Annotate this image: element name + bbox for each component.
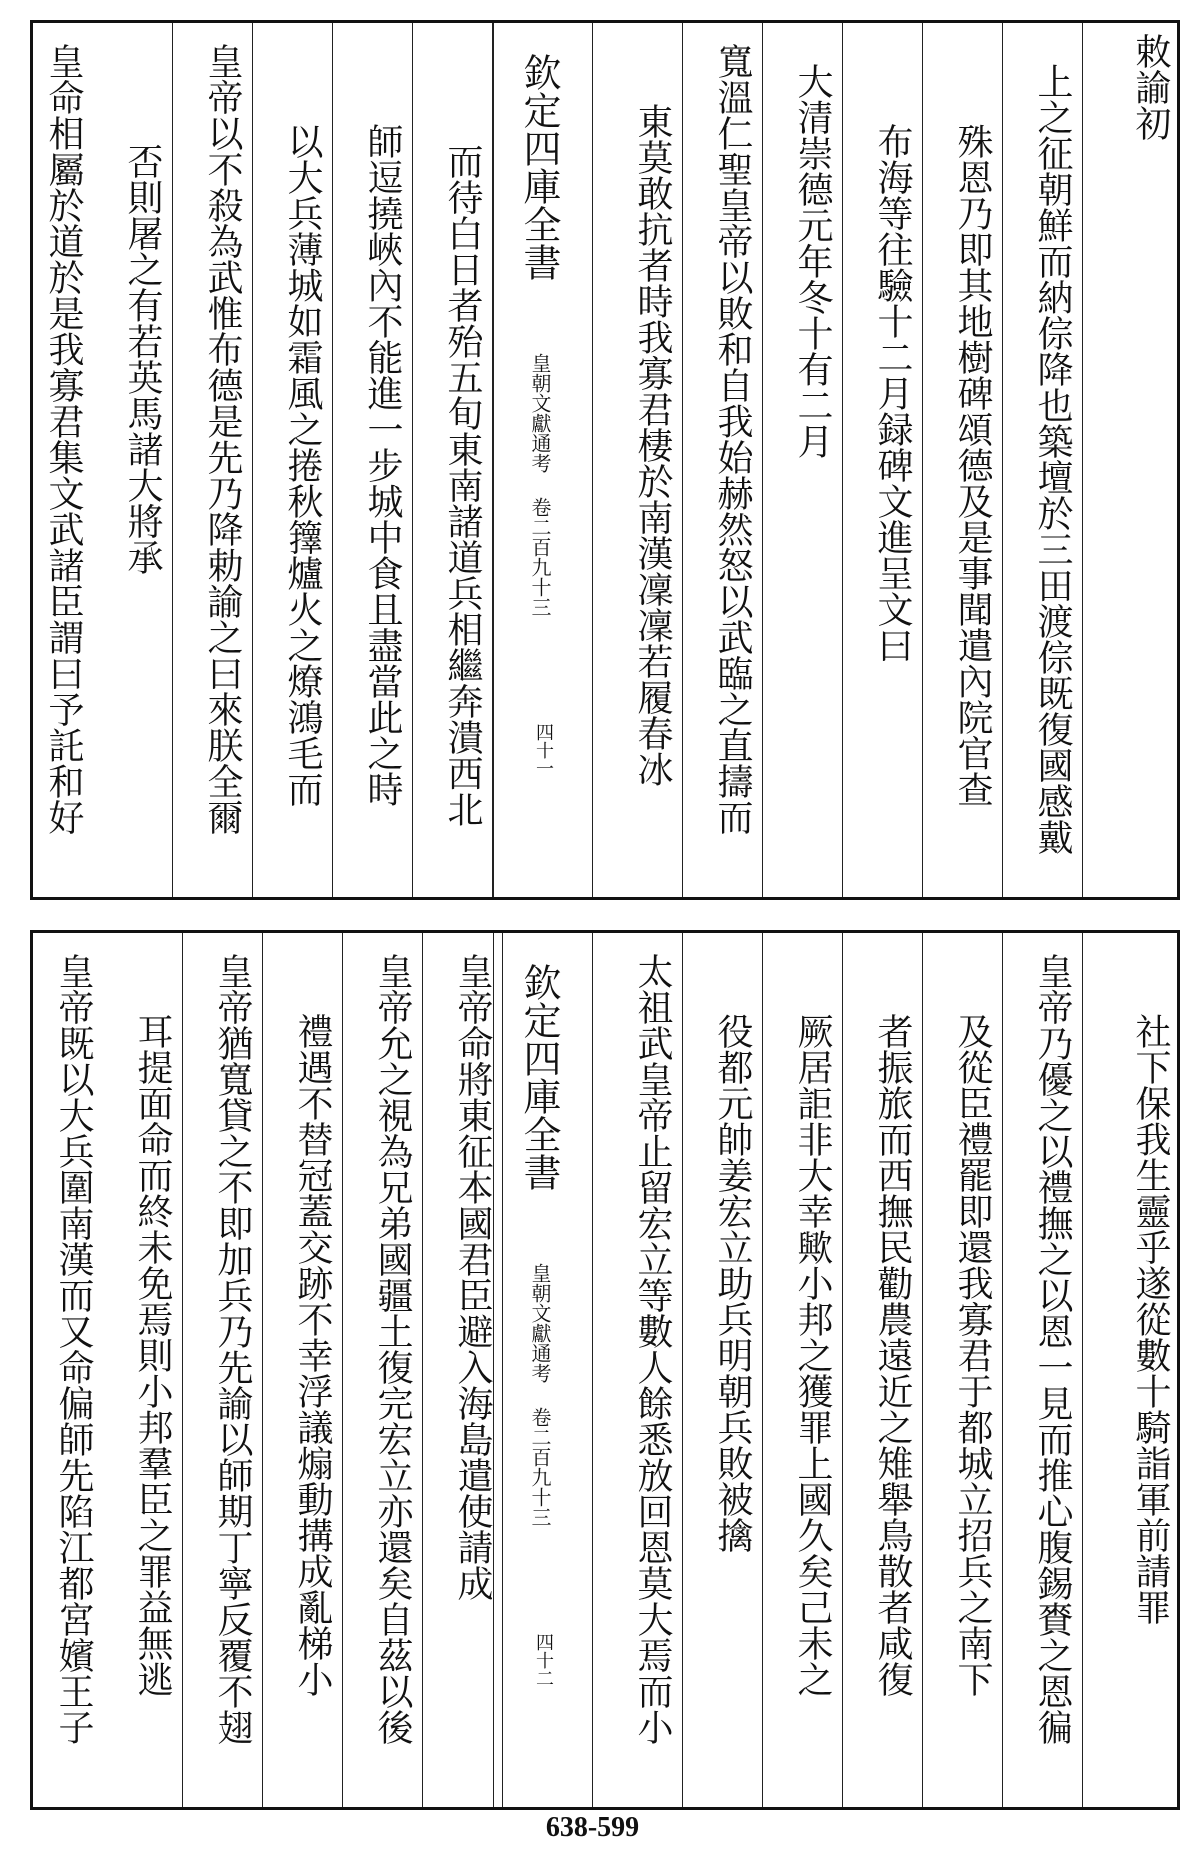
top-page bbox=[30, 20, 1180, 900]
text-column: 大清崇德元年冬十有二月 bbox=[792, 63, 833, 459]
column bbox=[173, 933, 263, 1807]
column bbox=[333, 933, 423, 1807]
column bbox=[593, 933, 683, 1807]
column bbox=[403, 23, 493, 897]
column bbox=[1083, 933, 1180, 1807]
column bbox=[833, 23, 923, 897]
text-column: 寬溫仁聖皇帝以敗和自我始赫然怒以武臨之直擣而 bbox=[712, 43, 753, 835]
header-column bbox=[1083, 23, 1180, 897]
column bbox=[253, 933, 343, 1807]
text-column: 厥居詎非大幸歟小邦之獲罪上國久矣己未之 bbox=[792, 1013, 833, 1697]
center-strip bbox=[493, 23, 593, 897]
column bbox=[833, 933, 923, 1807]
column bbox=[753, 933, 843, 1807]
column bbox=[83, 23, 173, 897]
column bbox=[993, 933, 1083, 1807]
center-subtitle: 皇朝文獻通考 卷二百九十三 bbox=[528, 1263, 552, 1527]
center-folio: 四十二 bbox=[533, 1633, 554, 1687]
text-column: 皇帝以不殺為武惟布德是先乃降勅諭之曰來朕全爾 bbox=[202, 43, 243, 835]
column bbox=[753, 23, 843, 897]
page-number: 638-599 bbox=[545, 1812, 640, 1843]
text-column: 皇命相屬於道於是我寡君集文武諸臣謂曰予託和好 bbox=[43, 43, 84, 835]
column bbox=[413, 933, 503, 1807]
text-column: 禮遇不替冠蓋交跡不幸浮議煽動搆成亂梯小 bbox=[292, 1013, 333, 1697]
column bbox=[913, 23, 1003, 897]
text-column: 師逗撓峽內不能進一步城中食且盡當此之時 bbox=[362, 123, 403, 807]
column bbox=[913, 933, 1003, 1807]
column bbox=[13, 933, 103, 1807]
text-column: 及從臣禮罷即還我寡君于都城立招兵之南下 bbox=[952, 1013, 993, 1697]
center-title: 欽定四庫全書 bbox=[517, 53, 561, 281]
column bbox=[593, 23, 683, 897]
column bbox=[673, 933, 763, 1807]
text-column: 皇帝命將東征本國君臣避入海島遣使請成 bbox=[452, 953, 493, 1601]
column bbox=[243, 23, 333, 897]
column bbox=[93, 933, 183, 1807]
text-column: 皇帝乃優之以禮撫之以恩一見而推心腹錫賚之恩徧 bbox=[1032, 953, 1073, 1745]
text-column: 耳提面命而終未免焉則小邦羣臣之罪益無逃 bbox=[132, 1013, 173, 1697]
text-column: 以大兵薄城如霜風之捲秋籜爐火之燎鴻毛而 bbox=[282, 123, 323, 807]
column bbox=[323, 23, 413, 897]
text-column: 東莫敢抗者時我寡君棲於南漢凜凜若履春冰 bbox=[632, 103, 673, 787]
text-column: 殊恩乃即其地樹碑頌德及是事聞遣內院官查 bbox=[952, 123, 993, 807]
text-column: 皇帝猶寬貸之不即加兵乃先諭以師期丁寧反覆不翅 bbox=[212, 953, 253, 1745]
center-folio: 四十一 bbox=[533, 723, 554, 777]
text-column: 否則屠之有若英馬諸大將承 bbox=[122, 143, 163, 575]
text-column: 布海等往驗十二月録碑文進呈文曰 bbox=[872, 123, 913, 663]
bottom-page bbox=[30, 930, 1180, 1810]
text-column: 者振旅而西撫民勸農遠近之雉舉鳥散者咸復 bbox=[872, 1013, 913, 1697]
text-column: 上之征朝鮮而納倧降也築壇於三田渡倧既復國感戴 bbox=[1032, 63, 1073, 855]
text-column: 皇帝既以大兵圍南漢而又命偏師先陷江都宮嬪王子 bbox=[53, 953, 94, 1745]
text-column: 而待白日者殆五旬東南諸道兵相繼奔潰西北 bbox=[442, 143, 483, 827]
text-column: 皇帝允之視為兄弟國疆土復完宏立亦還矣自茲以後 bbox=[372, 953, 413, 1745]
column bbox=[993, 23, 1083, 897]
center-strip bbox=[493, 933, 593, 1807]
center-subtitle: 皇朝文獻通考 卷二百九十三 bbox=[528, 353, 552, 617]
text-column: 太祖武皇帝止留宏立等數人餘悉放回恩莫大焉而小 bbox=[632, 953, 673, 1745]
text-column: 社下保我生靈乎遂從數十騎詣軍前請罪 bbox=[1130, 1013, 1171, 1625]
text-column: 役都元帥姜宏立助兵明朝兵敗被擒 bbox=[712, 1013, 753, 1553]
column bbox=[163, 23, 253, 897]
header-right: 敕諭初 bbox=[1130, 33, 1171, 141]
column bbox=[673, 23, 763, 897]
center-title: 欽定四庫全書 bbox=[517, 963, 561, 1191]
column bbox=[3, 23, 93, 897]
